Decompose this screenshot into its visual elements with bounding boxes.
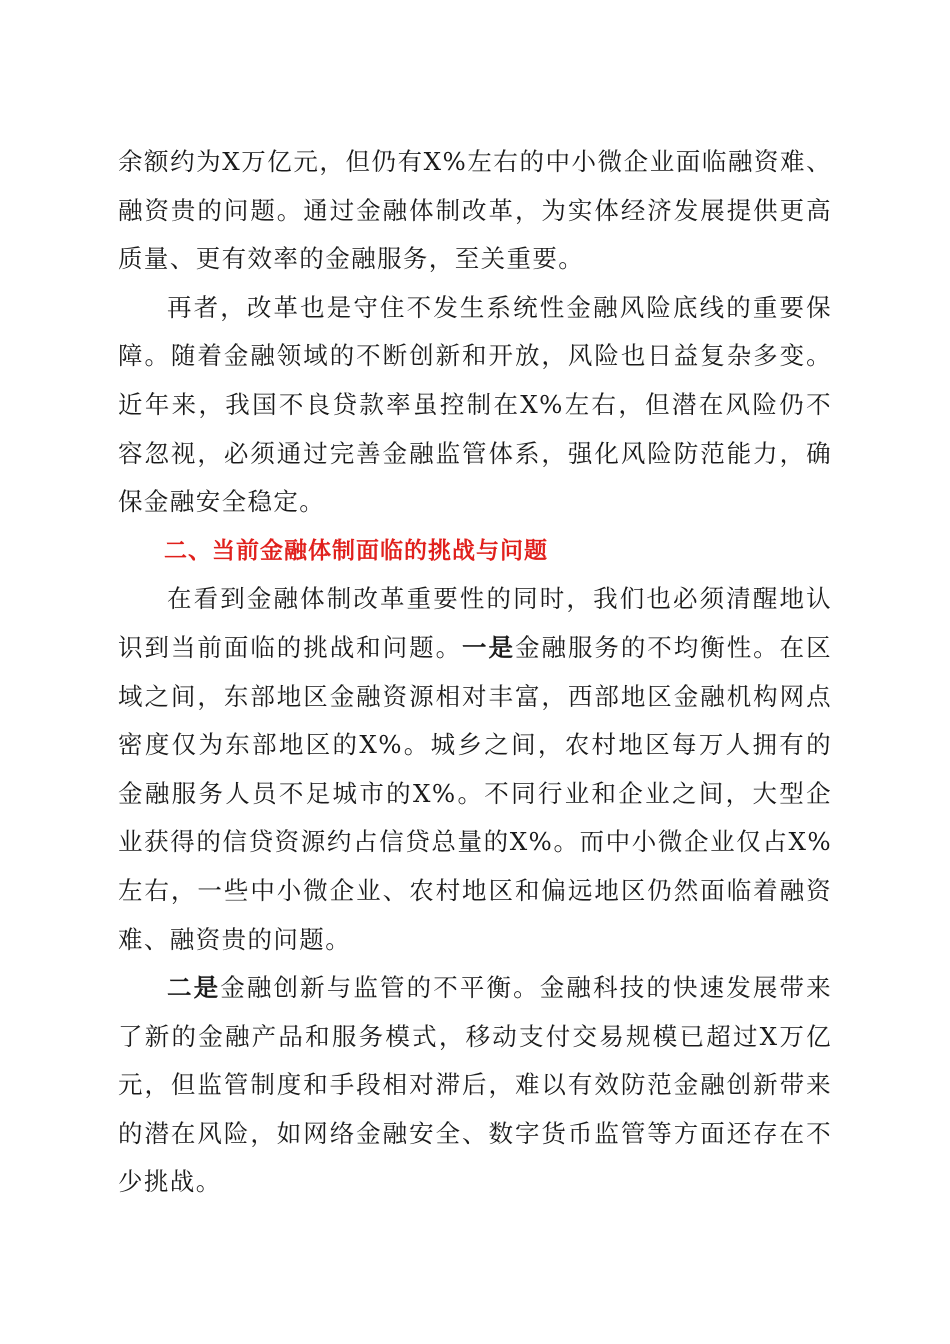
paragraph-lead-text: 在看到金融体制改革重要性的同时，我们也必须清醒地认识到当前面临的挑战和问题。 — [118, 584, 832, 662]
point-two-text: 金融创新与监管的不平衡。金融科技的快速发展带来了新的金融产品和服务模式，移动支付交易规模已超过X万亿元，但监管制度和手段相对滞后，难以有效防范金融创新带来的潜在风险，如网络金融安全、数字货币监管等方面还存在不少挑战。 — [118, 973, 832, 1197]
section-heading-challenges: 二、当前金融体制面临的挑战与问题 — [164, 537, 548, 564]
paragraph-imbalance-services — [118, 575, 832, 964]
document-body — [118, 138, 832, 1207]
paragraph-innovation-regulation — [118, 964, 832, 1207]
paragraph-risk-safeguard: 再者，改革也是守住不发生系统性金融风险底线的重要保障。随着金融领域的不断创新和开放，风险也日益复杂多变。近年来，我国不良贷款率虽控制在X%左右，但潜在风险仍不容忽视，必须通过完善金融监管体系，强化风险防范能力，确保金融安全稳定。 — [118, 292, 832, 517]
paragraph-continued: 余额约为X万亿元，但仍有X%左右的中小微企业面临融资难、融资贵的问题。通过金融体制改革，为实体经济发展提供更高质量、更有效率的金融服务，至关重要。 — [118, 147, 832, 274]
point-one-text: 金融服务的不均衡性。在区域之间，东部地区金融资源相对丰富，西部地区金融机构网点密度仅为东部地区的X%。城乡之间，农村地区每万人拥有的金融服务人员不足城市的X%。不同行业和企业之间，大型企业获得的信贷资源约占信贷总量的X%。而中小微企业仅占X%左右，一些中小微企业、农村地区和偏远地区仍然面临着融资难、融资贵的问题。 — [118, 632, 832, 954]
point-one-label: 一是 — [462, 632, 515, 662]
point-two-label: 二是 — [167, 973, 221, 1003]
